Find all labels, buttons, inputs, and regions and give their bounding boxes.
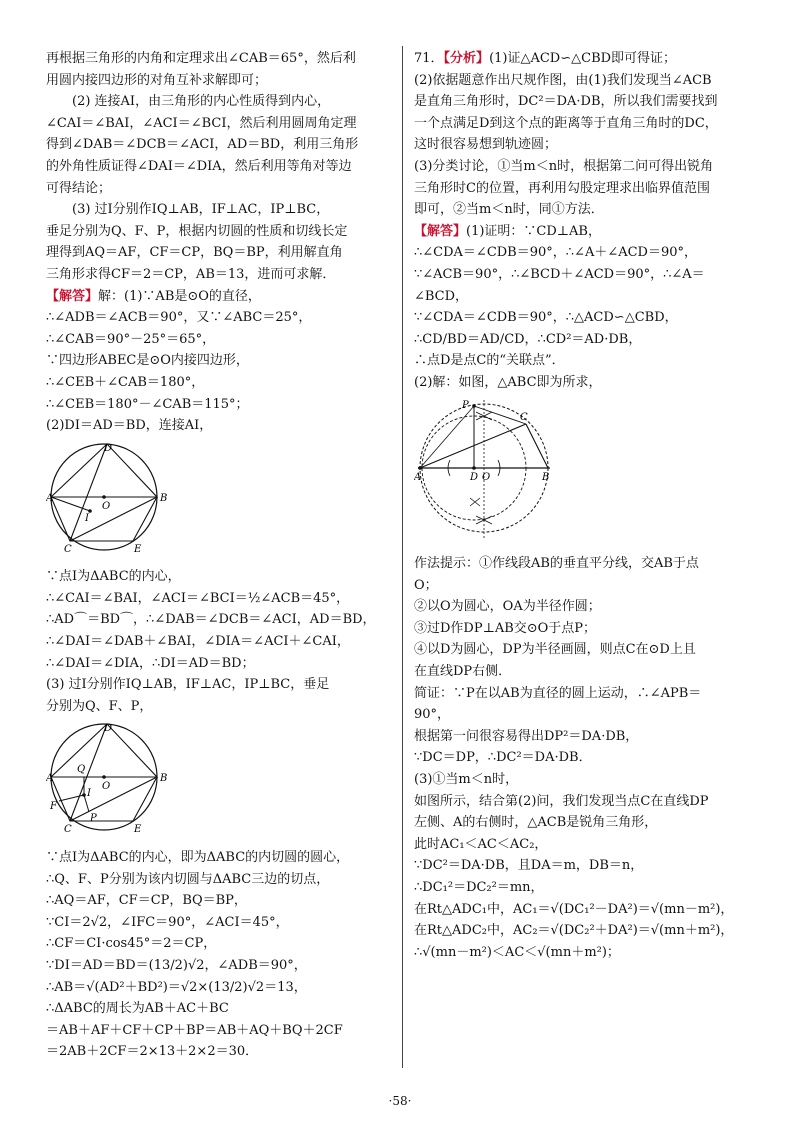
- label-b: B: [542, 471, 550, 483]
- text-line: 得到∠DAB＝∠DCB＝∠ACI，AD＝BD，利用三角形: [46, 137, 359, 153]
- label-c: C: [64, 543, 72, 555]
- segment-dc: [70, 724, 107, 821]
- label-a: A: [414, 471, 422, 483]
- point-o: [102, 776, 106, 780]
- text-line: ∴CD/BD＝AD/CD，∴CD²＝AD·DB，: [414, 331, 642, 347]
- text-line: 根据第一问很容易得出DP²＝DA·DB，: [414, 728, 639, 744]
- text-line: 可得结论；: [46, 180, 112, 196]
- text-line: ∵DC＝DP，∴DC²＝DA·DB．: [414, 750, 592, 766]
- segment-ac: [420, 424, 526, 468]
- text-line: ∴CF＝CI·cos45°＝2＝CP，: [46, 936, 217, 952]
- text-line: 一个点满足D到这个点的距离等于直角三角时的DC，: [414, 115, 718, 131]
- point-p: [472, 404, 476, 408]
- label-o: O: [102, 500, 111, 512]
- text-line: (2)DI＝AD＝BD，连接AI，: [46, 418, 213, 434]
- label-o: O: [482, 471, 491, 483]
- text-line: ∴AQ＝AF，CF＝CP，BQ＝BP，: [46, 893, 247, 909]
- label-d: D: [104, 723, 113, 735]
- text-line: ∵点I为ΔABC的内心，: [46, 569, 181, 585]
- text-line: 90°，: [414, 707, 451, 723]
- text-line: ∴∠ADB＝∠ACB＝90°，又∵∠ABC＝25°，: [46, 310, 312, 326]
- label-b: B: [160, 773, 168, 785]
- label-i: I: [85, 512, 89, 524]
- text-line: ∵∠CDA＝∠CDB＝90°，∴△ACD∽△CBD，: [414, 310, 678, 326]
- label-e: E: [134, 824, 142, 836]
- text-line: ＝2AB＋2CF＝2×13＋2×2＝30．: [46, 1044, 259, 1060]
- text-line: 理得到AQ＝AF，CF＝CP，BQ＝BP，利用解直角: [46, 245, 343, 261]
- text-line: ∵DI＝AD＝BD＝(13/2)√2，∠ADB＝90°，: [46, 958, 307, 973]
- right-column: [414, 48, 760, 963]
- text-line: ∴∠CAI＝∠BAI，∠ACI＝∠BCI＝½∠ACB＝45°，: [46, 590, 350, 606]
- arc-mark-middle: [470, 498, 480, 506]
- figure-circle-inscribed-1: [46, 441, 176, 555]
- label-d: D: [470, 471, 479, 483]
- point-i: [82, 794, 86, 798]
- figure-circle-inscribed-2: [46, 721, 176, 835]
- label-p: P: [462, 399, 469, 411]
- segment-dc: [70, 444, 107, 541]
- text-line: ∠CAI＝∠BAI，∠ACI＝∠BCI，然后利用圆周角定理: [46, 115, 357, 131]
- label-q: Q: [77, 764, 86, 776]
- label-p: P: [90, 813, 97, 825]
- label-e: E: [134, 543, 142, 555]
- text-line: (2) 连接AI，由三角形的内心性质得到内心，: [72, 94, 331, 110]
- page-number: ·58·: [388, 1094, 412, 1108]
- column-divider: [402, 46, 403, 1068]
- text-line: (3) 过I分别作IQ⊥AB，IF⊥AC，IP⊥BC，垂足: [46, 677, 330, 693]
- label-o: O: [102, 781, 111, 793]
- analysis-tag: 【分析】: [443, 51, 490, 66]
- text-line: 此时AC₁＜AC＜AC₂，: [414, 836, 548, 852]
- left-column: [46, 48, 394, 1063]
- text-line: 作法提示：①作线段AB的垂直平分线，交AB于点: [414, 556, 699, 572]
- question-heading: [414, 48, 760, 70]
- text-line: 如图所示，结合第(2)问，我们发现当点C在直线DP: [414, 793, 709, 809]
- segment-cb: [526, 424, 548, 468]
- answer-heading: [414, 221, 760, 243]
- text-line: ∴Q、F、P分别为该内切圆与ΔABC三边的切点，: [46, 871, 330, 887]
- answer-first-line: 解：(1)∵AB是⊙O的直径，: [98, 288, 261, 304]
- label-c: C: [64, 824, 72, 836]
- text-line: ∵四边形ABEC是⊙O内接四边形，: [46, 353, 249, 369]
- figure-construction: [414, 398, 554, 542]
- label-a: A: [46, 492, 54, 504]
- point-d: [472, 466, 476, 470]
- answer-heading: [46, 286, 394, 308]
- point-o: [102, 495, 106, 499]
- text-line: 分别为Q、F、P，: [46, 698, 153, 714]
- text-line: (3)分类讨论，①当m＜n时，根据第二问可得出锐角: [414, 158, 714, 174]
- text-line: 再根据三角形的内角和定理求出∠CAB＝65°，然后利: [46, 51, 356, 66]
- text-line: ∴DC₁²＝DC₂²＝mn，: [414, 880, 544, 895]
- answer-tag: 【解答】: [46, 288, 99, 304]
- text-line: 在Rt△ADC₁中，AC₁＝√(DC₁²－DA²)＝√(mn－m²)，: [414, 901, 734, 917]
- segment-if: [59, 795, 84, 801]
- label-a: A: [46, 773, 54, 785]
- text-line: 用圆内接四边形的对角互补求解即可；: [46, 72, 268, 88]
- text-line: O；: [414, 577, 438, 593]
- analysis-first-line: (1)证△ACD∽△CBD即可得证；: [489, 51, 677, 66]
- text-line: ∴ΔABC的周长为AB＋AC＋BC: [46, 1001, 229, 1017]
- text-line: 三角形时C的位置，再利用勾股定理求出临界值范围: [414, 180, 710, 196]
- text-line: ③过D作DP⊥AB交⊙O于点P；: [414, 620, 597, 636]
- text-line: (2)解：如图，△ABC即为所求，: [414, 374, 602, 390]
- text-line: ∴∠DAI＝∠DIA，∴DI＝AD＝BD；: [46, 655, 255, 671]
- text-line: 左侧、A的右侧时，△ACB是锐角三角形，: [414, 815, 658, 831]
- text-line: ∴点D是点C的“关联点”．: [414, 353, 565, 369]
- text-line: ②以O为圆心，OA为半径作圆；: [414, 599, 601, 615]
- text-line: 在Rt△ADC₂中，AC₂＝√(DC₂²＋DA²)＝√(mn＋m²)，: [414, 923, 734, 939]
- text-line: ∴∠CDA＝∠CDB＝90°，∴∠A＋∠ACD＝90°，: [414, 245, 698, 261]
- text-line: 垂足分别为Q、F、P，根据内切圆的性质和切线长定: [46, 223, 348, 239]
- text-line: (3) 过I分别作IQ⊥AB，IF⊥AC，IP⊥BC，: [72, 202, 330, 218]
- text-line: 在直线DP右侧．: [414, 664, 512, 680]
- answer-tag: 【解答】: [414, 223, 467, 239]
- label-i: I: [87, 788, 91, 800]
- text-line: ∴AB＝√(AD²＋BD²)＝√2×(13/2)√2＝13，: [46, 979, 307, 995]
- text-line: ∴∠CEB＝180°－∠CAB＝115°；: [46, 396, 249, 412]
- point-a: [418, 466, 422, 470]
- text-line: (3)①当m＜n时，: [414, 772, 519, 788]
- text-line: ＝AB＋AF＋CF＋CP＋BP＝AB＋AQ＋BQ＋2CF: [46, 1022, 343, 1038]
- text-line: ∴∠DAI＝∠DAB＋∠BAI，∠DIA＝∠ACI＋∠CAI，: [46, 634, 350, 650]
- text-line: ∠BCD，: [414, 288, 469, 304]
- text-line: 简证：∵P在以AB为直径的圆上运动，∴∠APB＝: [414, 685, 702, 701]
- text-line: (2)依据题意作出尺规作图，由(1)我们发现当∠ACB: [414, 72, 712, 88]
- answer-first-line: (1)证明：∵CD⊥AB，: [466, 223, 601, 239]
- label-f: F: [50, 801, 57, 813]
- text-line: 即可，②当m＜n时，同①方法．: [414, 202, 604, 218]
- text-line: 是直角三角形时，DC²＝DA·DB，所以我们需要找到: [414, 94, 718, 110]
- text-line: ∴AD⌒＝BD⌒，∴∠DAB＝∠DCB＝∠ACI，AD＝BD，: [46, 612, 376, 628]
- text-line: ∵CI＝2√2，∠IFC＝90°，∠ACI＝45°，: [46, 914, 289, 930]
- text-line: 三角形求得CF＝2＝CP，AB＝13，进而可求解．: [46, 266, 336, 282]
- text-line: ∵点I为ΔABC的内心，即为ΔABC的内切圆的圆心，: [46, 850, 350, 866]
- text-line: ④以D为圆心，DP为半径画圆，则点C在⊙D上且: [414, 642, 696, 658]
- text-line: ∵∠ACB＝90°，∴∠BCD＋∠ACD＝90°，∴∠A＝: [414, 266, 705, 282]
- text-line: ∴√(mn－m²)＜AC＜√(mn＋m²)；: [414, 944, 620, 960]
- text-line: 的外角性质证得∠DAI＝∠DIA，然后利用等角对等边: [46, 158, 352, 174]
- text-line: 这时很容易想到轨迹圆；: [414, 137, 558, 153]
- text-line: ∵DC²＝DA·DB，且DA＝m，DB＝n，: [414, 858, 644, 874]
- text-line: ∴∠CEB＋∠CAB＝180°，: [46, 374, 205, 390]
- text-line: ∴∠CAB＝90°－25°＝65°，: [46, 331, 216, 347]
- question-number: 71．: [414, 51, 444, 66]
- label-b: B: [160, 492, 168, 504]
- label-d: D: [104, 442, 113, 454]
- label-c: C: [520, 411, 528, 423]
